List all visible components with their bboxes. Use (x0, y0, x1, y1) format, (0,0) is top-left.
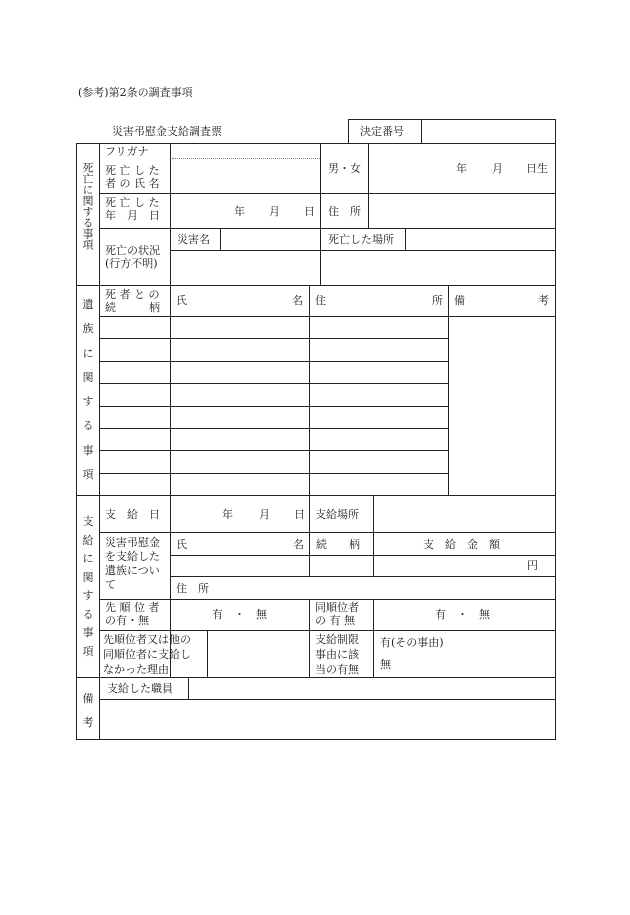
deceased-address-label: 住 所 (328, 205, 361, 218)
birth-year-label: 年 (456, 162, 467, 175)
pay-day-label: 日 (294, 508, 305, 521)
death-place-field[interactable] (406, 229, 555, 250)
payment-section-label: 支 給 に 関 す る 事 項 (82, 515, 94, 658)
pay-date-label: 支 給 日 (105, 508, 160, 521)
reason-label: 先順位者又は他の 同順位者に支給し なかった理由 (103, 633, 191, 676)
restriction-no-option[interactable]: 無 (380, 658, 391, 671)
paying-staff-label: 支給した職員 (107, 682, 173, 695)
disaster-name-label: 災害名 (177, 233, 210, 246)
furigana-label: フリガナ (105, 145, 149, 158)
remarks-column-header-left: 備 (454, 294, 465, 307)
birth-month-label: 月 (492, 162, 503, 175)
senior-value[interactable]: 有 ・ 無 (212, 608, 267, 621)
pay-place-label: 支給場所 (315, 508, 359, 521)
recipient-name-left: 氏 (176, 538, 187, 551)
address-column-header-left: 住 (315, 294, 326, 307)
death-date-label: 死 亡 し た 年 月 日 (105, 196, 160, 222)
deceased-address-field[interactable] (369, 194, 555, 228)
senior-label: 先 順 位 者 の有・無 (105, 601, 160, 627)
address-column-header-right: 所 (432, 294, 443, 307)
recipient-label: 災害弔慰金 を支給した 遺族につい て (105, 536, 160, 591)
death-day-label: 日 (304, 205, 315, 218)
birth-day-label: 日生 (526, 162, 548, 175)
form-title: 災害弔慰金支給調査票 (112, 125, 222, 138)
relation-column-header: 死 者 と の 続 柄 (105, 288, 160, 314)
decision-number-label: 決定番号 (360, 125, 404, 138)
remarks-column-header-right: 考 (538, 294, 549, 307)
pay-year-label: 年 (222, 508, 233, 521)
recipient-address-label: 住 所 (176, 582, 209, 595)
deceased-name-label: 死 亡 し た 者 の 氏 名 (105, 164, 160, 190)
recipient-name-right: 名 (293, 538, 304, 551)
death-year-label: 年 (234, 205, 245, 218)
family-section-label: 遺 族 に 関 す る 事 項 (82, 298, 94, 481)
paying-staff-field[interactable] (189, 678, 555, 699)
same-rank-value[interactable]: 有 ・ 無 (435, 608, 490, 621)
pay-month-label: 月 (259, 508, 270, 521)
decision-number-field[interactable] (422, 120, 555, 143)
sex-label[interactable]: 男・女 (328, 162, 361, 175)
death-situation-label: 死亡の状況 (行方不明) (105, 244, 160, 270)
pay-amount-field[interactable] (374, 556, 524, 576)
pay-amount-unit: 円 (527, 559, 538, 572)
deceased-name-field[interactable] (171, 159, 320, 193)
death-place-label: 死亡した場所 (328, 233, 394, 246)
family-table-body[interactable] (100, 317, 555, 495)
recipient-address-field[interactable] (215, 577, 555, 599)
disaster-name-field[interactable] (221, 229, 320, 250)
recipient-relation-label: 続 柄 (316, 538, 360, 551)
pay-place-field[interactable] (374, 496, 555, 532)
name-column-header-left: 氏 (176, 294, 187, 307)
remarks-field[interactable] (100, 700, 555, 739)
restriction-yes-option[interactable]: 有(その事由) (380, 636, 444, 649)
name-column-header-right: 名 (292, 294, 303, 307)
remarks-section-label: 備 考 (82, 692, 94, 729)
furigana-field[interactable] (171, 144, 320, 158)
recipient-name-field[interactable] (171, 556, 309, 576)
document-heading: (参考)第2条の調査事項 (78, 86, 193, 99)
death-situation-field[interactable] (171, 251, 555, 285)
restriction-label: 支給制限 事由に該 当の有無 (315, 633, 359, 676)
death-section-label: 死亡に関する事項 (81, 162, 94, 250)
death-month-label: 月 (269, 205, 280, 218)
same-rank-label: 同順位者 の 有 無 (315, 601, 359, 627)
reason-field[interactable] (208, 631, 309, 677)
pay-amount-label: 支 給 金 額 (423, 538, 500, 551)
